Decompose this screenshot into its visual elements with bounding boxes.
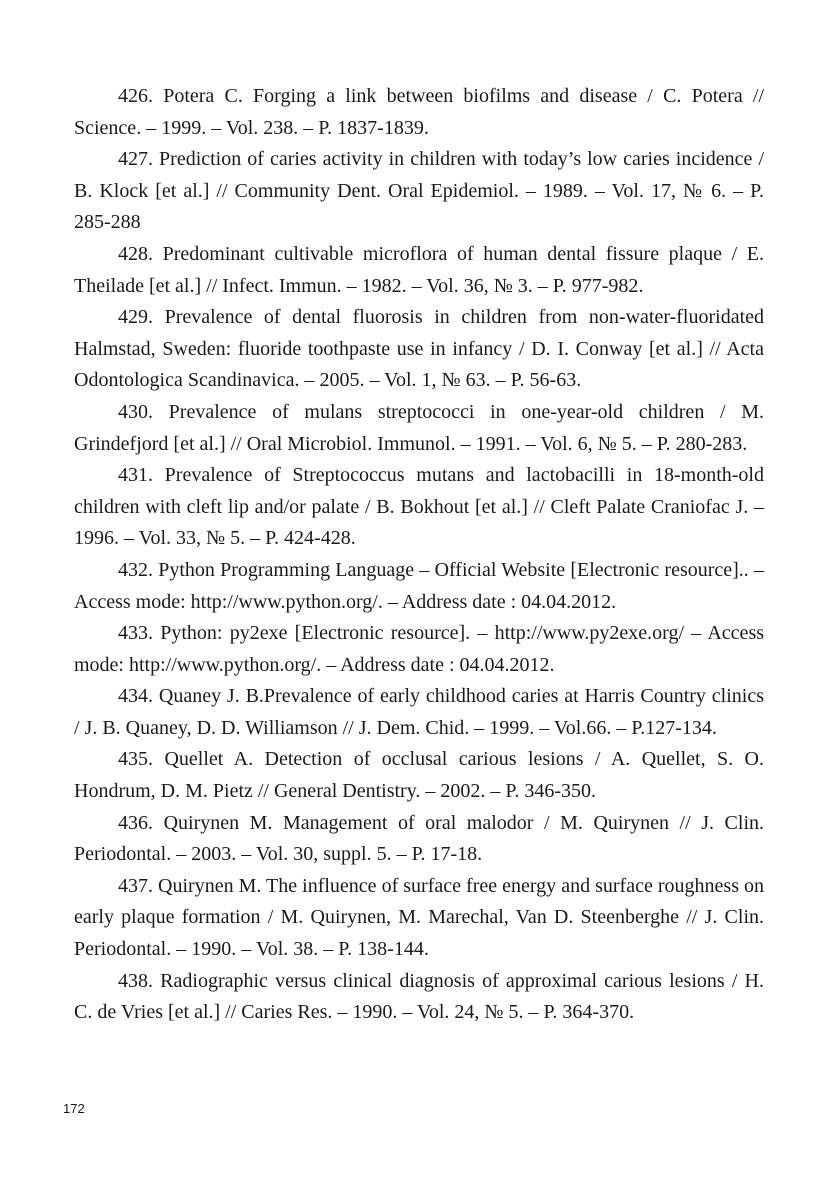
reference-item <box>74 144 764 239</box>
reference-number: 438. <box>118 969 153 992</box>
reference-item <box>74 681 764 744</box>
reference-text: Prevalence of Streptococcus mutans and lactobacilli in 18-month-old children with cleft lip and/or palate / B. Bokhout [et al.] // Cleft Palate Craniofac J. – 1996. – Vol. 33, № 5. – P. 424-428. <box>74 464 764 550</box>
reference-number: 428. <box>118 242 153 265</box>
reference-number: 429. <box>118 306 153 329</box>
reference-number: 434. <box>118 685 153 708</box>
reference-item <box>74 555 764 618</box>
reference-number: 437. <box>118 874 153 897</box>
reference-number: 430. <box>118 400 153 423</box>
reference-number: 435. <box>118 748 153 771</box>
reference-item <box>74 239 764 302</box>
reference-item <box>74 460 764 555</box>
reference-item <box>74 302 764 397</box>
reference-text: Radiographic versus clinical diagnosis of approximal carious lesions / H. C. de Vries [et al.] // Caries Res. – 1990. – Vol. 24, № 5. – P. 364-370. <box>74 969 764 1024</box>
reference-number: 427. <box>118 148 153 171</box>
reference-text: Quirynen M. Management of oral malodor / M. Quirynen // J. Clin. Periodontal. – 2003. – Vol. 30, suppl. 5. – P. 17-18. <box>74 811 765 866</box>
reference-text: Quirynen M. The influence of surface free energy and surface roughness on early plaque formation / M. Quirynen, M. Marechal, Van D. Steenberghe // J. Clin. Periodontal. – 1990. – Vol. 38. – P. 138-144. <box>74 874 764 961</box>
reference-text: Python: py2exe [Electronic resource]. – http://www.py2exe.org/ – Access mode: http://www.python.org/. – Address date : 04.04.2012. <box>74 622 765 676</box>
reference-item <box>74 966 764 1029</box>
reference-text: Potera C. Forging a link between biofilms and disease / C. Potera // Science. – 1999. – Vol. 238. – P. 1837-1839. <box>74 85 765 139</box>
reference-number: 433. <box>118 622 153 645</box>
reference-item <box>74 81 764 144</box>
reference-text: Quaney J. B.Prevalence of early childhood caries at Harris Country clinics / J. B. Quaney, D. D. Williamson // J. Dem. Chid. – 1999. – Vol.66. – P.127-134. <box>74 685 765 739</box>
reference-text: Quellet A. Detection of occlusal carious lesions / A. Quellet, S. O. Hondrum, D. M. Pietz // General Dentistry. – 2002. – P. 346-350. <box>74 748 765 803</box>
reference-number: 431. <box>118 464 153 487</box>
reference-number: 436. <box>118 811 153 834</box>
reference-number: 426. <box>118 85 153 107</box>
reference-number: 432. <box>118 558 153 581</box>
reference-item <box>74 871 764 966</box>
reference-list <box>74 81 764 1029</box>
reference-item <box>74 397 764 460</box>
reference-item <box>74 618 764 681</box>
reference-text: Python Programming Language – Official Website [Electronic resource].. – Access mode: http://www.python.org/. – Address date : 04.04.2012. <box>74 558 765 613</box>
reference-text: Prevalence of dental fluorosis in children from non-water-fluoridated Halmstad, Sweden: fluoride toothpaste use in infancy / D. I. Conway [et al.] // Acta Odontologica Scandinavica. – 2005. – Vol. 1, № 63. – P. 56-63. <box>74 306 764 392</box>
reference-item <box>74 808 764 871</box>
page-number: 172 <box>63 1101 85 1116</box>
reference-item <box>74 744 764 807</box>
reference-text: Predominant cultivable microflora of human dental fissure plaque / E. Theilade [et al.] // Infect. Immun. – 1982. – Vol. 36, № 3. – P. 977-982. <box>74 242 764 297</box>
reference-text: Prevalence of mulans streptococci in one-year-old children / M. Grindefjord [et al.] // Oral Microbiol. Immunol. – 1991. – Vol. 6, № 5. – P. 280-283. <box>74 400 764 455</box>
reference-text: Prediction of caries activity in children with today’s low caries incidence / B. Klock [et al.] // Community Dent. Oral Epidemiol. – 1989. – Vol. 17, № 6. – P. 285-288 <box>74 148 765 234</box>
